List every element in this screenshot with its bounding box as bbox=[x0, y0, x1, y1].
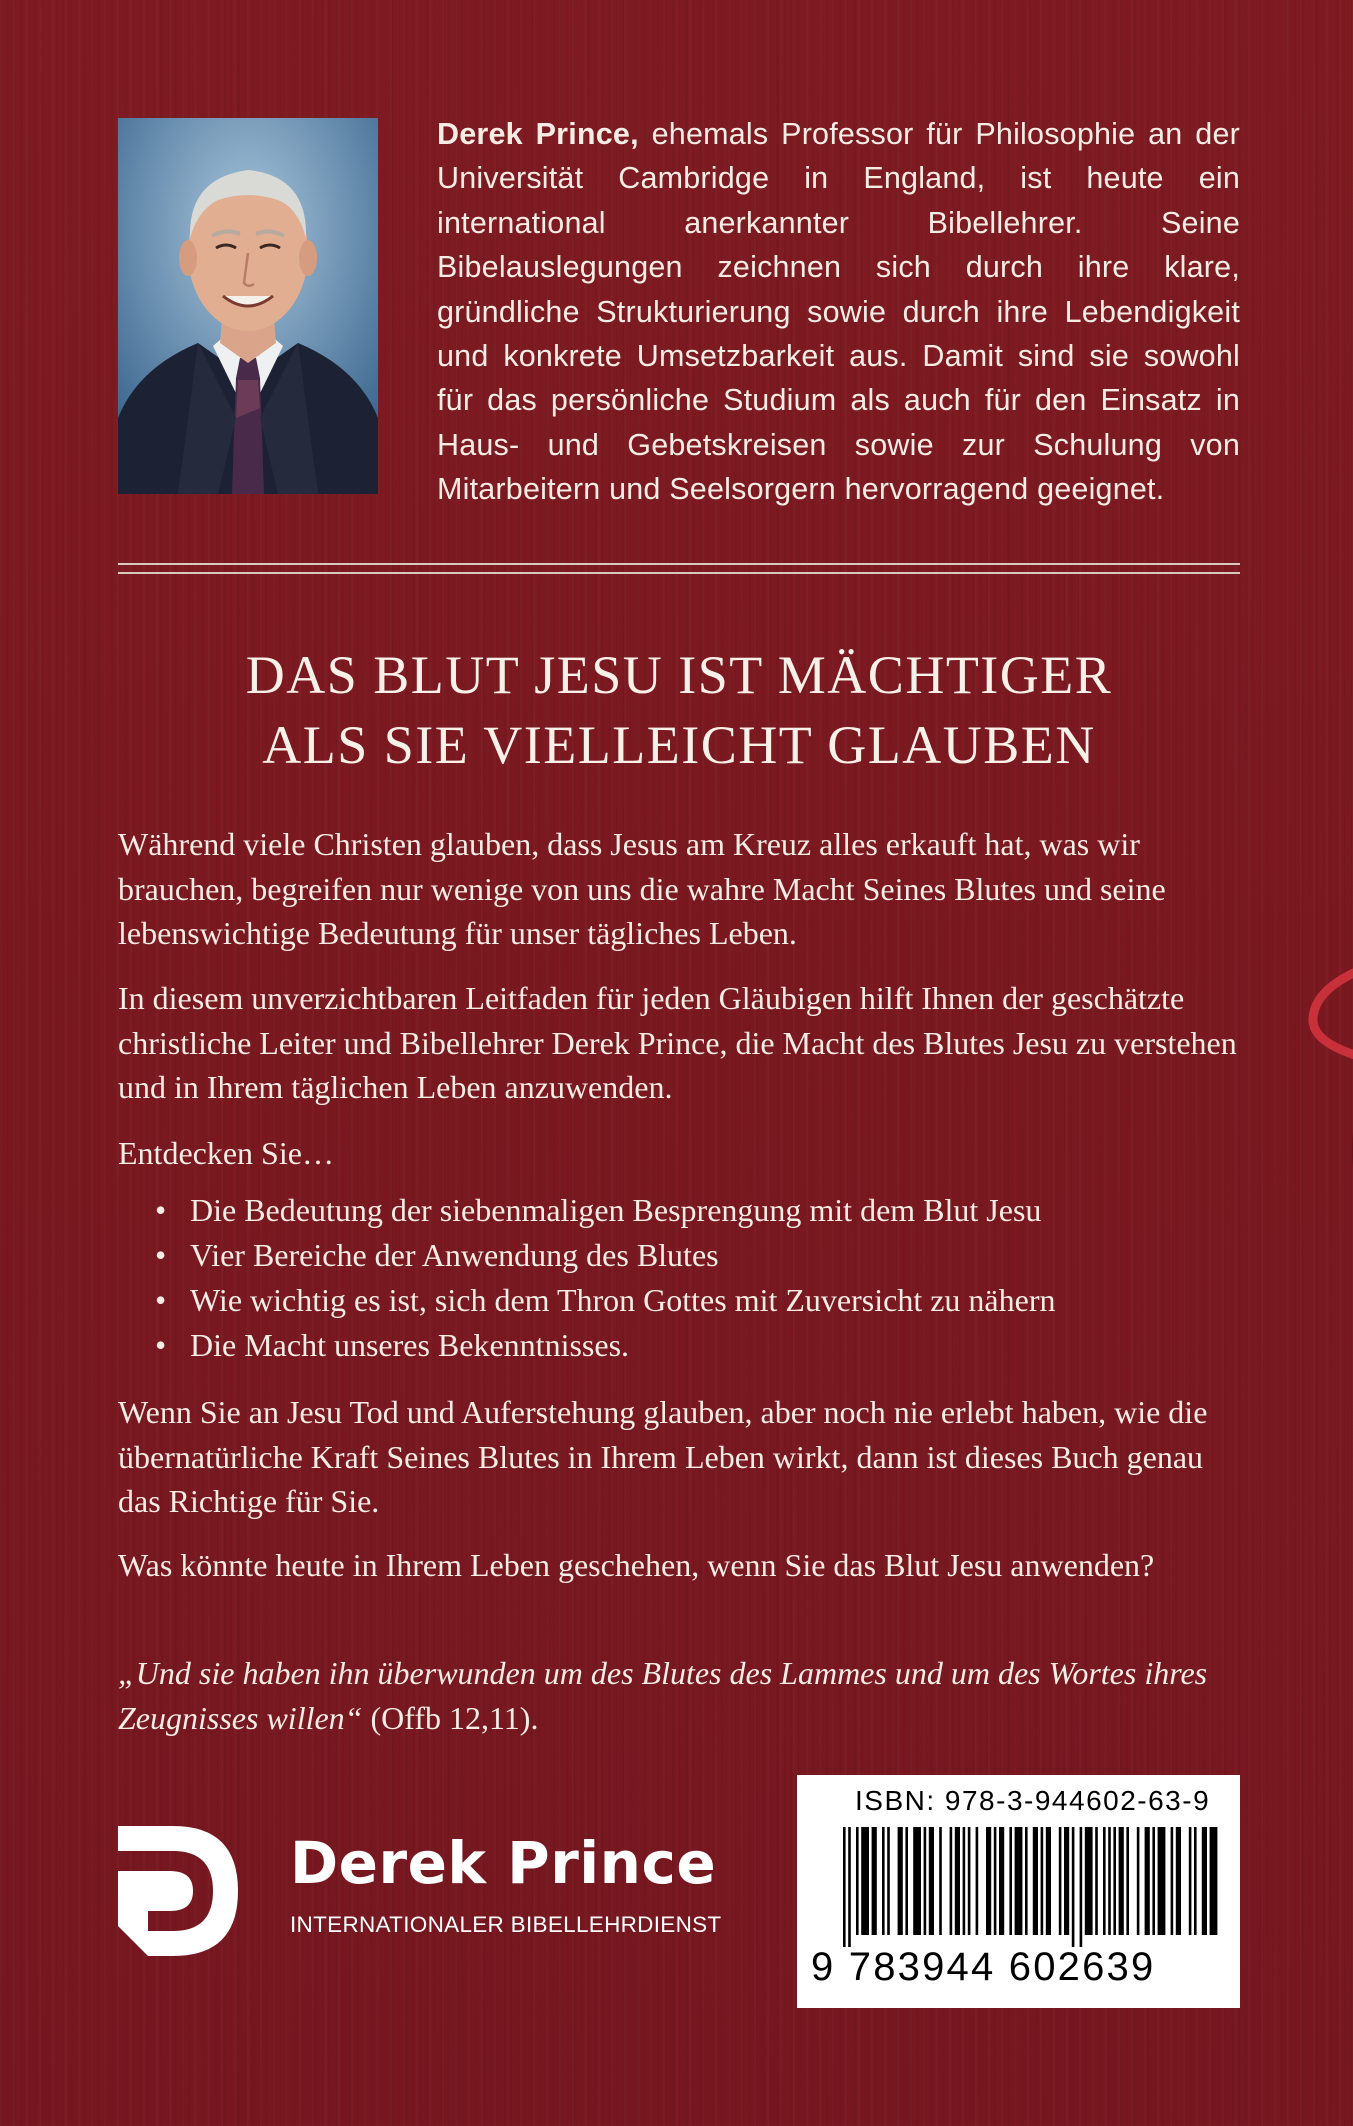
barcode-bar bbox=[1202, 1827, 1207, 1935]
headline bbox=[118, 640, 1240, 780]
barcode-bar bbox=[1145, 1827, 1150, 1935]
divider-top-line bbox=[118, 563, 1240, 565]
barcode-bar bbox=[872, 1827, 877, 1935]
barcode-bar bbox=[1194, 1827, 1197, 1935]
barcode-bar bbox=[1189, 1827, 1192, 1935]
barcode-bar bbox=[1041, 1827, 1044, 1935]
barcode-bar bbox=[968, 1827, 971, 1935]
divider-bottom-line bbox=[118, 572, 1240, 574]
barcode-bar bbox=[1095, 1827, 1098, 1935]
barcode-bar bbox=[1085, 1827, 1093, 1935]
barcode-bar bbox=[1015, 1827, 1023, 1935]
list-item: • Vier Bereiche der Anwendung des Blutes bbox=[155, 1233, 1055, 1278]
publisher-subtitle: INTERNATIONALER BIBELLEHRDIENST bbox=[290, 1912, 722, 1937]
barcode-bar bbox=[1033, 1827, 1038, 1935]
barcode-bar bbox=[994, 1827, 997, 1935]
barcode-bar bbox=[976, 1827, 979, 1935]
barcode-bar bbox=[861, 1827, 869, 1935]
headline-line-1: DAS BLUT JESU IST MÄCHTIGER bbox=[245, 645, 1113, 705]
author-bio-text: ehemals Professor für Philosophie an der Universität Cambridge in England, ist heute ein international anerkannter Bibellehrer. Seine Bibelauslegungen zeichnen sich durch ihre klare, gründliche Strukturierung sowie durch ihre Lebendigkeit und konkrete Umsetzbarkeit aus. Damit sind sie sowohl für das persönliche Studium als auch für den Einsatz in Haus- und Gebetskreisen sowie zur Schulung von Mitarbeitern und Seelsorgern hervorragend geeignet. bbox=[437, 117, 1240, 507]
paragraph-guide: In diesem unverzichtbaren Leitfaden für jeden Gläubigen hilft Ihnen der geschätzte christliche Leiter und Bibellehrer Derek Prince, die Macht des Blutes Jesu zu verstehen und in Ihrem täglichen Leben anzuwenden. bbox=[118, 980, 1237, 1105]
paragraph-discover: Entdecken Sie… bbox=[118, 1135, 334, 1171]
barcode-bar bbox=[1171, 1827, 1174, 1935]
barcode-bar bbox=[999, 1827, 1004, 1935]
barcode-bar bbox=[986, 1827, 991, 1935]
barcode-bar bbox=[1059, 1827, 1062, 1935]
bullet-icon: • bbox=[155, 1192, 167, 1228]
barcode-bar bbox=[1158, 1827, 1166, 1935]
barcode-bar bbox=[882, 1827, 885, 1935]
ribbon-edge-icon bbox=[1305, 948, 1353, 1208]
barcode-bar bbox=[955, 1827, 960, 1935]
barcode-bar bbox=[1072, 1827, 1075, 1947]
barcode-bar bbox=[1126, 1827, 1129, 1935]
barcode-bar bbox=[929, 1827, 934, 1935]
bullet-icon: • bbox=[155, 1237, 167, 1273]
barcode-bar bbox=[1108, 1827, 1111, 1935]
barcode-icon bbox=[811, 1827, 1226, 1947]
author-photo bbox=[118, 118, 378, 494]
barcode-bar bbox=[939, 1827, 942, 1935]
publisher-name: Derek Prince bbox=[290, 1829, 717, 1897]
barcode-bar bbox=[887, 1827, 890, 1935]
isbn-label: ISBN: 978-3-944602-63-9 bbox=[855, 1785, 1211, 1816]
barcode-bar bbox=[898, 1827, 903, 1935]
barcode-bar bbox=[856, 1827, 859, 1935]
barcode-bar bbox=[1009, 1827, 1012, 1935]
barcode-digits: 9 783944 602639 bbox=[811, 1945, 1156, 1989]
headline-line-2: ALS SIE VIELLEICHT GLAUBEN bbox=[262, 715, 1096, 775]
barcode-bar bbox=[905, 1827, 908, 1935]
barcode-bar bbox=[1119, 1827, 1124, 1935]
dp-logo-icon bbox=[118, 1826, 238, 1956]
barcode-bar bbox=[1152, 1827, 1155, 1935]
list-item: • Die Bedeutung der siebenmaligen Besprengung mit dem Blut Jesu bbox=[155, 1188, 1055, 1233]
author-name: Derek Prince, bbox=[437, 117, 639, 151]
barcode-bar bbox=[950, 1827, 953, 1935]
paragraph-intro: Während viele Christen glauben, dass Jesus am Kreuz alles erkauft hat, was wir brauchen, begreifen nur wenige von uns die wahre Macht Seines Blutes und seine lebenswichtige Bedeutung für unser tägliches Leben. bbox=[118, 826, 1166, 951]
barcode-bar bbox=[1025, 1827, 1028, 1935]
barcode-bar bbox=[913, 1827, 921, 1935]
quote-reference: (Offb 12,11). bbox=[362, 1699, 539, 1736]
barcode-bar bbox=[1137, 1827, 1140, 1935]
author-portrait-icon bbox=[118, 118, 378, 494]
paragraph-question: Was könnte heute in Ihrem Leben geschehen, wenn Sie das Blut Jesu anwenden? bbox=[118, 1547, 1155, 1583]
barcode-bar bbox=[963, 1827, 966, 1935]
list-item: • Die Macht unseres Bekenntnisses. bbox=[155, 1323, 1055, 1368]
bullet-icon: • bbox=[155, 1327, 167, 1363]
barcode-bar bbox=[848, 1827, 851, 1947]
barcode-bar bbox=[1113, 1827, 1116, 1935]
barcode-bar bbox=[1080, 1827, 1083, 1947]
bullet-list bbox=[155, 1188, 1055, 1368]
quote-text: „Und sie haben ihn überwunden um des Blutes des Lammes und um des Wortes ihres Zeugnisses willen“ bbox=[118, 1655, 1208, 1736]
barcode-bar bbox=[843, 1827, 846, 1947]
bible-quote bbox=[118, 1651, 1248, 1740]
paragraph-belief: Wenn Sie an Jesu Tod und Auferstehung glauben, aber noch nie erlebt haben, wie die übernatürliche Kraft Seines Blutes in Ihrem Leben wirkt, dann ist dieses Buch genau das Richtige für Sie. bbox=[118, 1394, 1208, 1519]
isbn-barcode bbox=[797, 1775, 1240, 2008]
list-item: • Wie wichtig es ist, sich dem Thron Gottes mit Zuversicht zu nähern bbox=[155, 1278, 1055, 1323]
author-bio bbox=[437, 112, 1240, 512]
barcode-bar bbox=[1103, 1827, 1106, 1935]
barcode-bar bbox=[1210, 1827, 1218, 1935]
barcode-bar bbox=[1064, 1827, 1069, 1935]
barcode-bar bbox=[1046, 1827, 1051, 1935]
bullet-icon: • bbox=[155, 1282, 167, 1318]
barcode-bar bbox=[1176, 1827, 1181, 1935]
barcode-bar bbox=[924, 1827, 927, 1935]
